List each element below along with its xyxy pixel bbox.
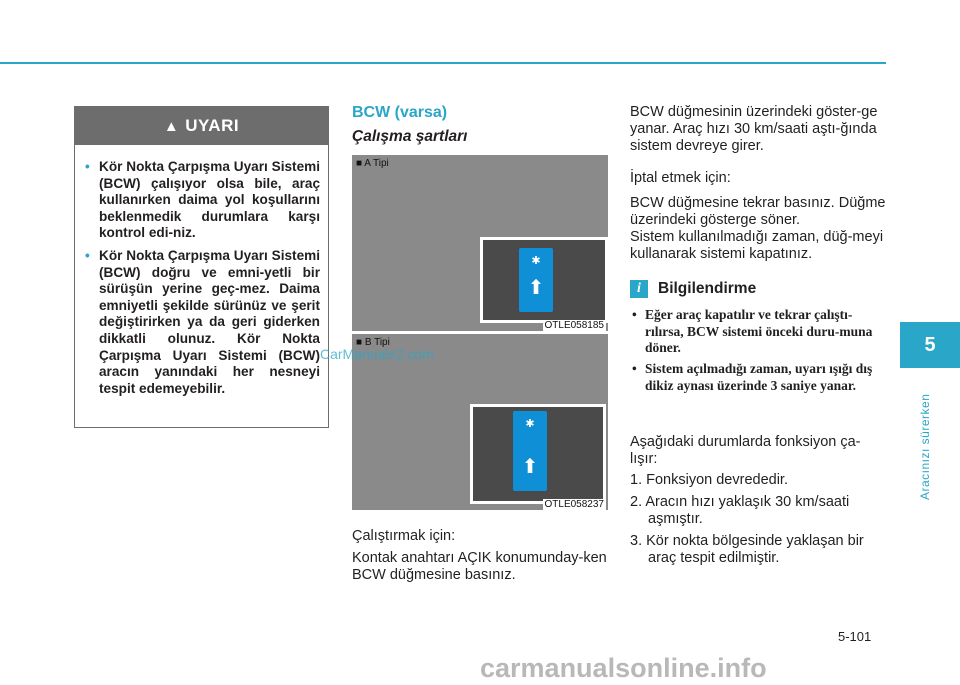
warning-list: [75, 145, 328, 397]
condition-item: 1. Fonksiyon devrededir.: [630, 472, 788, 488]
bcw-indicator-icon: ✱: [525, 418, 535, 430]
figure-code: OTLE058237: [544, 499, 604, 510]
condition-item: 2. Aracın hızı yaklaşık 30 km/saati aşmıştır.: [630, 494, 850, 527]
button-closeup: [470, 404, 606, 504]
button-closeup: [480, 237, 608, 323]
bullet-icon: •: [85, 159, 90, 174]
warning-title: UYARI: [185, 116, 240, 135]
indicator-paragraph: BCW düğmesinin üzerindeki göster-ge yanar. Araç hızı 30 km/saati aştı-ğında sistem devreye girer.: [630, 104, 878, 154]
info-icon: i: [630, 280, 648, 298]
figure-label: ■ B Tipi: [356, 337, 390, 348]
info-item: • Sistem açılmadığı zaman, uyarı ışığı dış dikiz aynası üzerinde 3 saniye yanar.: [632, 361, 873, 393]
section-title: BCW (varsa): [352, 104, 448, 121]
cancel-text: BCW düğmesine tekrar basınız. Düğme üzerindeki gösterge söner.: [630, 195, 886, 228]
watermark-footer: carmanualsonline.info: [480, 653, 767, 683]
arrow-up-icon: ⬆: [527, 277, 545, 299]
unused-text: Sistem kullanılmadığı zaman, düğ-meyi kullanarak sistemi kapatınız.: [630, 229, 884, 262]
chapter-tab: 5: [900, 322, 960, 368]
bcw-button-image: [519, 248, 553, 312]
top-rule: [0, 62, 886, 64]
warning-triangle-icon: ▲: [163, 117, 180, 135]
warning-item: • Kör Nokta Çarpışma Uyarı Sistemi (BCW) çalışıyor olsa bile, araç kullanırken daima yol koşullarını beklenmedik durumlara karşı kontrol edi-niz.: [85, 159, 320, 241]
chapter-label: Aracınızı sürerken: [918, 393, 932, 500]
figure-code: OTLE058185: [544, 320, 604, 331]
cancel-label: İptal etmek için:: [630, 170, 731, 186]
bcw-indicator-icon: ✱: [531, 255, 541, 267]
warning-header: [75, 107, 328, 145]
figure-label: ■ A Tipi: [356, 158, 389, 169]
warning-box: [74, 106, 329, 428]
section-subtitle: Çalışma şartları: [352, 128, 468, 145]
page-number: 5-101: [838, 629, 872, 644]
bullet-icon: •: [85, 247, 90, 263]
info-heading: [630, 280, 756, 298]
start-text: Kontak anahtarı AÇIK konumunday-ken BCW düğmesine basınız.: [352, 550, 607, 583]
bcw-button-image: [513, 411, 547, 491]
conditions-intro: Aşağıdaki durumlarda fonksiyon ça-lışır:: [630, 434, 861, 467]
warning-item: • Kör Nokta Çarpışma Uyarı Sistemi (BCW) doğru ve emni-yetli bir sürüşün yerine geç-mez. Daima emniyetli şekilde sürünüz ve şerit değiştirirken ya da geri giderken dikkatli olunuz. Kör Nokta Çarpışma Uyarı Sistemi (BCW) aracın yanındaki her nesneyi tespit edemeyebilir.: [85, 247, 320, 396]
bullet-icon: •: [632, 307, 637, 322]
bullet-icon: •: [632, 361, 637, 376]
watermark-small: CarManuals2.com: [320, 346, 434, 362]
info-item: • Eğer araç kapatılır ve tekrar çalıştı-rılırsa, BCW sistemi önceki duru-muna döner.: [632, 307, 873, 355]
info-title: Bilgilendirme: [658, 280, 757, 297]
figure-a: [352, 155, 608, 331]
condition-item: 3. Kör nokta bölgesinde yaklaşan bir araç tespit edilmiştir.: [630, 533, 864, 566]
arrow-up-icon: ⬆: [521, 456, 539, 478]
start-label: Çalıştırmak için:: [352, 528, 456, 544]
